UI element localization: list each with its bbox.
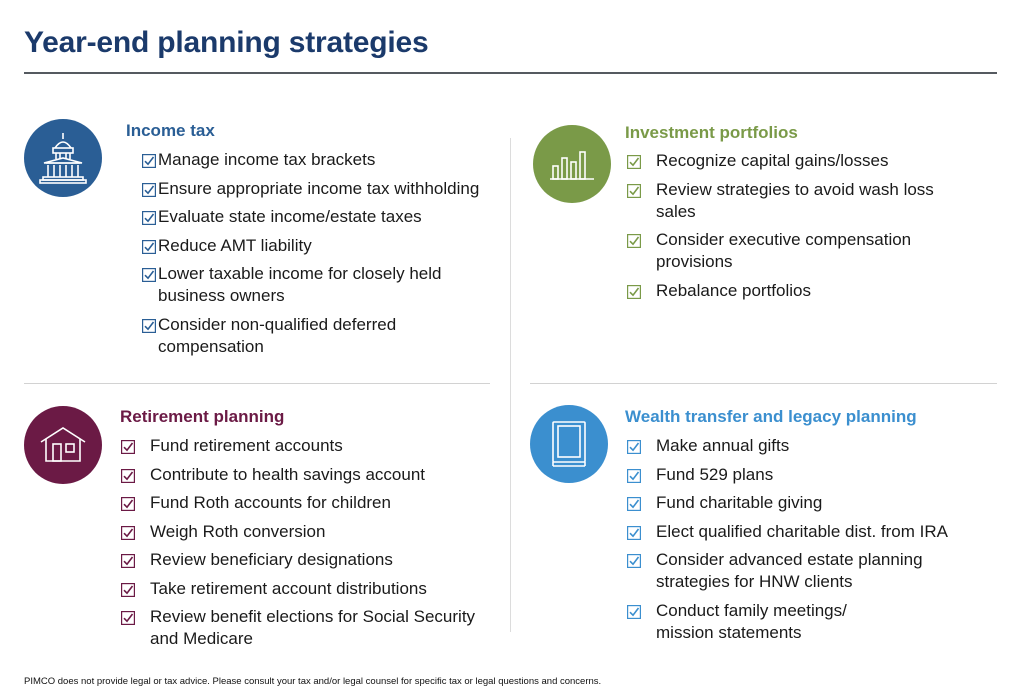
list-item [121,606,481,650]
checkbox-icon [121,438,135,452]
list-item [627,464,982,486]
capitol-building-icon [24,119,102,197]
checkbox-icon [627,283,641,297]
checkbox-icon [627,467,641,481]
checkbox-icon [142,238,156,252]
list-item [121,578,481,600]
list-item-label: Ensure appropriate income tax withholding [158,178,480,198]
footnote: PIMCO does not provide legal or tax advice. Please consult your tax and/or legal counsel for specific tax or legal questions and concerns. [24,676,602,687]
list-item-label: Elect qualified charitable dist. from IRA [656,521,948,541]
checkbox-icon [142,152,156,166]
income-tax-heading: Income tax [126,121,215,140]
vertical-divider [510,138,511,632]
list-item [627,521,982,543]
list-item-label: Review beneficiary designations [150,550,393,569]
list-item-label: Reduce AMT liability [158,235,312,255]
book-icon [530,405,608,483]
bar-chart-icon [533,125,611,203]
list-item [121,435,481,457]
investment-list [627,150,977,308]
list-item-label: Rebalance portfolios [656,280,811,300]
checkbox-icon [627,495,641,509]
list-item-label: Consider non-qualified deferred compensation [158,314,397,356]
list-item-label: Conduct family meetings/ mission statements [656,600,847,642]
investment-heading: Investment portfolios [625,123,798,142]
list-item-label: Consider executive compensation provisions [656,230,912,271]
list-item [142,263,487,307]
income-tax-list [142,149,487,364]
page-title: Year-end planning strategies [24,26,429,59]
list-item-label: Fund retirement accounts [150,436,343,455]
checkbox-icon [627,603,641,617]
list-item-label: Take retirement account distributions [150,578,427,598]
list-item-label: Manage income tax brackets [158,150,376,169]
list-item [142,149,487,171]
list-item-label: Review benefit elections for Social Security and Medicare [150,607,476,648]
title-rule [24,72,997,74]
list-item [142,235,487,257]
list-item [627,435,982,457]
checkbox-icon [627,153,641,167]
list-item [121,549,481,571]
checkbox-icon [121,581,135,595]
list-item-label: Fund Roth accounts for children [150,493,391,512]
list-item-label: Make annual gifts [656,436,790,455]
horizontal-divider-right [530,383,997,384]
checkbox-icon [627,232,641,246]
checkbox-icon [627,182,641,196]
list-item [627,150,977,172]
list-item-label: Consider advanced estate planning strategies for HNW clients [656,550,923,591]
list-item [121,521,481,543]
list-item [627,179,977,223]
checkbox-icon [627,438,641,452]
checkbox-icon [627,524,641,538]
house-icon [24,406,102,484]
list-item-label: Evaluate state income/estate taxes [158,207,422,226]
list-item [142,206,487,228]
checkbox-icon [627,552,641,566]
list-item [627,229,977,273]
checkbox-icon [121,524,135,538]
checkbox-icon [121,609,135,623]
checkbox-icon [142,317,156,331]
list-item-label: Contribute to health savings account [150,464,426,484]
checkbox-icon [142,181,156,195]
checkbox-icon [142,266,156,280]
checkbox-icon [121,495,135,509]
horizontal-divider-left [24,383,490,384]
checkbox-icon [121,552,135,566]
list-item-label: Lower taxable income for closely held business owners [158,264,442,305]
retirement-heading: Retirement planning [120,407,285,426]
list-item [142,314,487,358]
list-item-label: Fund charitable giving [656,493,823,512]
list-item-label: Recognize capital gains/losses [656,151,889,170]
checkbox-icon [142,209,156,223]
list-item [142,178,487,200]
list-item-label: Weigh Roth conversion [150,521,326,541]
list-item [121,492,481,514]
wealth-heading: Wealth transfer and legacy planning [625,407,917,426]
list-item [121,464,481,486]
list-item-label: Review strategies to avoid wash loss sales [656,179,934,221]
list-item [627,492,982,514]
retirement-list [121,435,481,657]
list-item [627,600,847,644]
list-item [627,549,982,593]
list-item [627,280,977,302]
wealth-list [627,435,982,650]
checkbox-icon [121,467,135,481]
list-item-label: Fund 529 plans [656,464,774,484]
